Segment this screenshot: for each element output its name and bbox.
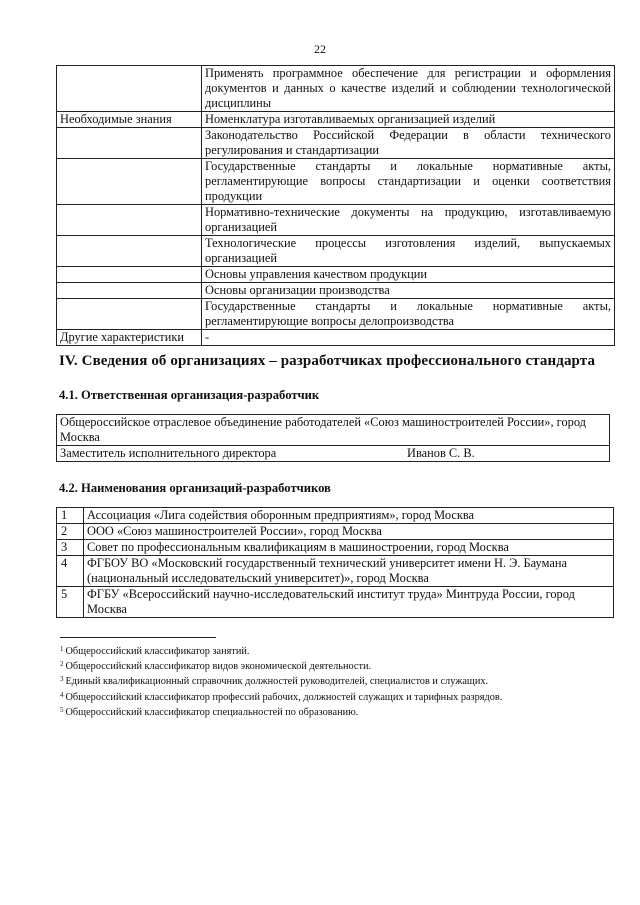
table-row	[57, 415, 610, 446]
row-label	[57, 66, 202, 112]
row-text: Государственные стандарты и локальные нормативные акты, регламентирующие вопросы стандартизации и оценки соответствия продукции	[202, 159, 615, 205]
row-label	[57, 267, 202, 283]
table-row	[57, 128, 615, 159]
row-text: Государственные стандарты и локальные нормативные акты, регламентирующие вопросы делопроизводства	[202, 299, 615, 330]
table-row	[57, 159, 615, 205]
table-row	[57, 524, 614, 540]
row-label: Необходимые знания	[57, 112, 202, 128]
footnote-marker: 1	[60, 645, 64, 653]
row-number: 3	[57, 540, 84, 556]
table-row	[57, 556, 614, 587]
developers-heading: 4.2. Наименования организаций-разработчиков	[59, 481, 331, 495]
skills-table	[56, 65, 615, 346]
section-title: IV. Сведения об организациях – разработчиках профессионального стандарта	[59, 353, 596, 369]
developers-table	[56, 507, 614, 618]
footnote	[60, 673, 502, 688]
row-text: Технологические процессы изготовления изделий, выпускаемых организацией	[202, 236, 615, 267]
table-row	[57, 330, 615, 346]
responsible-position: Заместитель исполнительного директора	[57, 446, 404, 462]
table-row	[57, 112, 615, 128]
row-number: 2	[57, 524, 84, 540]
table-row	[57, 66, 615, 112]
developer-name: ФГБОУ ВО «Московский государственный технический университет имени Н. Э. Баумана (национальный исследовательский университет)», город Москва	[84, 556, 614, 587]
footnote-text: Общероссийский классификатор профессий рабочих, должностей служащих и тарифных разрядов.	[65, 691, 503, 703]
footnotes	[60, 643, 502, 719]
table-row	[57, 236, 615, 267]
row-number: 1	[57, 508, 84, 524]
row-label: Другие характеристики	[57, 330, 202, 346]
table-row	[57, 446, 610, 462]
row-label	[57, 128, 202, 159]
row-text: Основы управления качеством продукции	[202, 267, 615, 283]
row-label	[57, 159, 202, 205]
row-text: -	[202, 330, 615, 346]
footnote-text: Общероссийский классификатор специальностей по образованию.	[65, 706, 359, 718]
row-label	[57, 205, 202, 236]
footnote-marker: 3	[60, 675, 64, 684]
table-row	[57, 283, 615, 299]
footnote	[60, 704, 502, 719]
footnote	[60, 658, 502, 673]
footnote-divider	[60, 637, 216, 638]
table-row	[57, 508, 614, 524]
row-number: 5	[57, 587, 84, 618]
table-row	[57, 540, 614, 556]
row-text: Применять программное обеспечение для регистрации и оформления документов и данных о качестве изделий и соблюдении технологической дисциплины	[202, 66, 615, 112]
responsible-person: Иванов С. В.	[403, 446, 610, 462]
table-row	[57, 299, 615, 330]
footnote-text: Общероссийский классификатор занятий.	[65, 646, 250, 657]
footnote-marker: 4	[60, 690, 64, 699]
footnote-marker: 5	[60, 705, 64, 714]
developer-name: Ассоциация «Лига содействия оборонным предприятиям», город Москва	[84, 508, 614, 524]
table-row	[57, 205, 615, 236]
footnote-marker: 2	[60, 660, 64, 669]
developer-name: Совет по профессиональным квалификациям в машиностроении, город Москва	[84, 540, 614, 556]
developer-name: ФГБУ «Всероссийский научно-исследовательский институт труда» Минтруда России, город Москва	[84, 587, 614, 618]
row-text: Номенклатура изготавливаемых организацией изделий	[202, 112, 615, 128]
responsible-org-table	[56, 414, 610, 462]
row-label	[57, 299, 202, 330]
row-text: Основы организации производства	[202, 283, 615, 299]
responsible-heading: 4.1. Ответственная организация-разработчик	[59, 388, 320, 402]
row-text: Законодательство Российской Федерации в области технического регулирования и стандартизации	[202, 128, 615, 159]
page-number: 22	[314, 42, 326, 56]
footnote-text: Единый квалификационный справочник должностей руководителей, специалистов и служащих.	[65, 676, 489, 688]
footnote	[60, 643, 502, 658]
footnote-text: Общероссийский классификатор видов экономической деятельности.	[65, 661, 372, 673]
row-text: Нормативно-технические документы на продукцию, изготавливаемую организацией	[202, 205, 615, 236]
table-row	[57, 267, 615, 283]
responsible-organization: Общероссийское отраслевое объединение работодателей «Союз машиностроителей России», город Москва	[57, 415, 610, 446]
developer-name: ООО «Союз машиностроителей России», город Москва	[84, 524, 614, 540]
row-label	[57, 236, 202, 267]
footnote	[60, 689, 502, 704]
row-number: 4	[57, 556, 84, 587]
table-row	[57, 587, 614, 618]
row-label	[57, 283, 202, 299]
